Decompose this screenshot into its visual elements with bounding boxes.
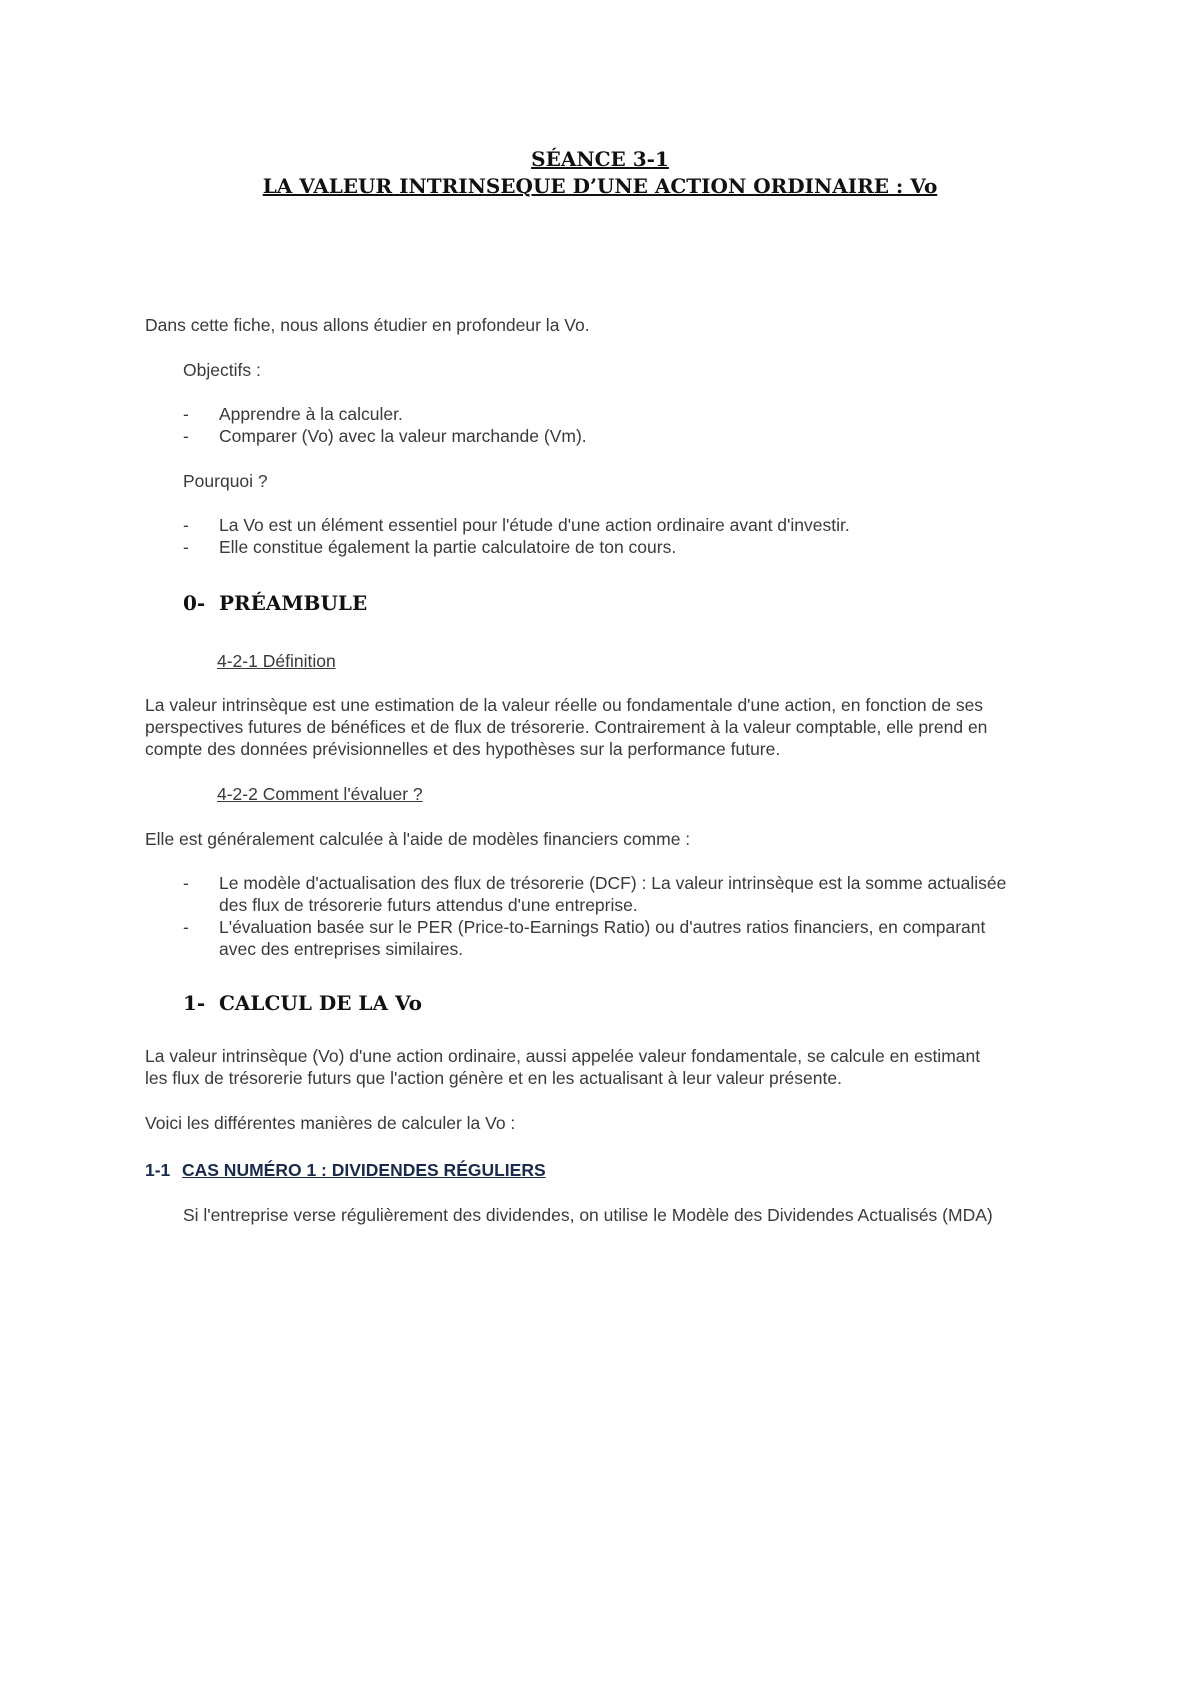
bullet-dash: - [183,404,189,424]
intro-paragraph: Dans cette fiche, nous allons étudier en profondeur la Vo. [145,315,590,335]
evaluation-item-line: L'évaluation basée sur le PER (Price-to-Earnings Ratio) ou d'autres ratios financiers, en comparant [219,917,986,937]
evaluation-item-line: Le modèle d'actualisation des flux de trésorerie (DCF) : La valeur intrinsèque est la somme actualisée [219,873,1007,893]
case1-number: 1-1 [145,1160,171,1180]
evaluation-heading: 4-2-2 Comment l'évaluer ? [217,784,423,804]
why-label: Pourquoi ? [183,471,268,491]
case1-heading: CAS NUMÉRO 1 : DIVIDENDES RÉGULIERS [182,1160,546,1180]
bullet-dash: - [183,873,189,893]
case1-text: Si l'entreprise verse régulièrement des dividendes, on utilise le Modèle des Dividendes Actualisés (MDA) [183,1205,993,1225]
definition-line: perspectives futures de bénéfices et de flux de trésorerie. Contrairement à la valeur comptable, elle prend en [145,717,988,737]
objective-item: Comparer (Vo) avec la valeur marchande (Vm). [219,426,587,446]
why-item: La Vo est un élément essentiel pour l'étude d'une action ordinaire avant d'investir. [219,515,850,535]
why-item: Elle constitue également la partie calculatoire de ton cours. [219,537,677,557]
section1-number: 1- [183,991,206,1015]
document-title-line1: SÉANCE 3-1 [531,147,669,171]
definition-line: compte des données prévisionnelles et des hypothèses sur la performance future. [145,739,781,759]
definition-line: La valeur intrinsèque est une estimation de la valeur réelle ou fondamentale d'une action, en fonction de ses [145,695,984,715]
section0-title: PRÉAMBULE [219,591,368,615]
methods-intro: Voici les différentes manières de calculer la Vo : [145,1113,516,1133]
section0-number: 0- [183,591,206,615]
section1-title: CALCUL DE LA Vo [219,991,422,1015]
evaluation-item-line: avec des entreprises similaires. [219,939,464,959]
document-title-line2: LA VALEUR INTRINSEQUE D’UNE ACTION ORDINAIRE : Vo [262,174,938,198]
bullet-dash: - [183,515,189,535]
evaluation-item-line: des flux de trésorerie futurs attendus d'une entreprise. [219,895,638,915]
bullet-dash: - [183,917,189,937]
bullet-dash: - [183,426,189,446]
calculation-paragraph-line: La valeur intrinsèque (Vo) d'une action ordinaire, aussi appelée valeur fondamentale, se calcule en estimant [145,1046,981,1066]
objective-item: Apprendre à la calculer. [219,404,403,424]
calculation-paragraph-line: les flux de trésorerie futurs que l'action génère et en les actualisant à leur valeur présente. [145,1068,842,1088]
objectives-label: Objectifs : [183,360,261,380]
definition-heading: 4-2-1 Définition [217,651,336,671]
evaluation-intro: Elle est généralement calculée à l'aide de modèles financiers comme : [145,829,691,849]
bullet-dash: - [183,537,189,557]
